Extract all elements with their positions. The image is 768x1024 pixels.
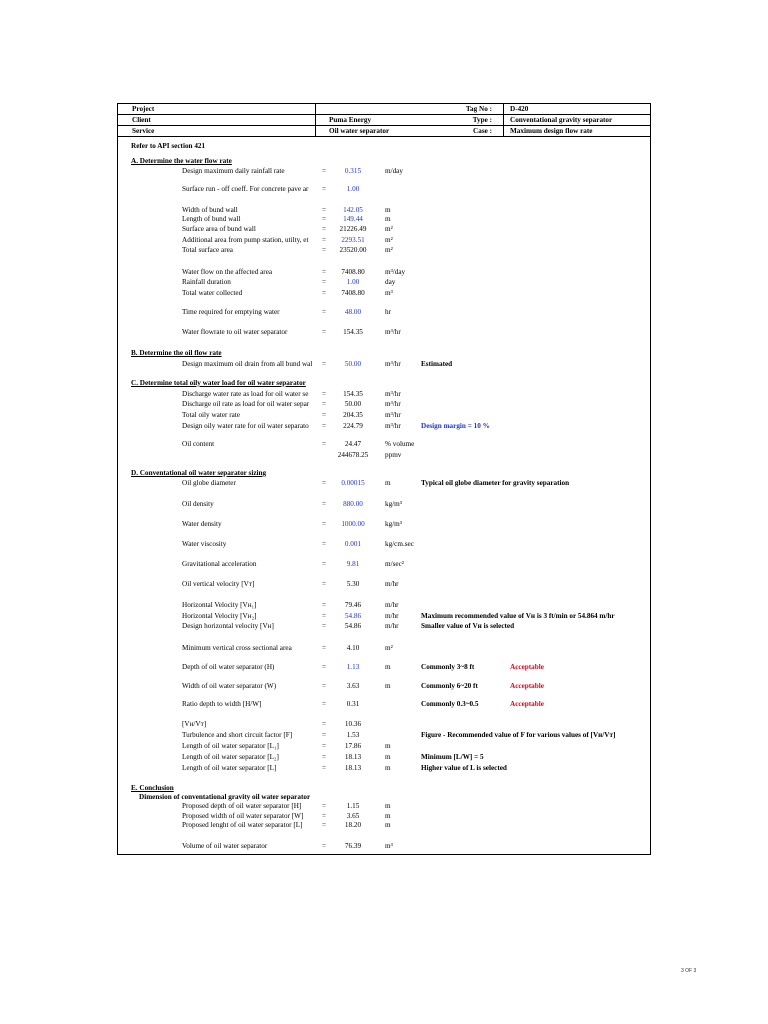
row-unit: m [385, 215, 391, 223]
row-label: Water viscosity [182, 540, 227, 548]
row-label: Design maximum daily rainfall rate [182, 167, 285, 175]
row-value: 7408.80 [341, 289, 365, 297]
equals-sign: = [321, 400, 327, 408]
row-value: 3.63 [346, 682, 360, 690]
row-label: Length of oil water separator [L₁] [182, 742, 279, 750]
equals-sign: = [321, 731, 327, 739]
equals-sign: = [321, 236, 327, 244]
row-value: 18.13 [344, 753, 362, 761]
status-badge: Acceptable [510, 700, 544, 708]
row-value: 79.46 [344, 601, 362, 609]
row-label: Length of oil water separator [L₂] [182, 753, 279, 761]
status-badge: Acceptable [510, 682, 544, 690]
row-label: Water flowrate to oil water separator [182, 328, 288, 336]
row-label: Surface area of bund wall [182, 225, 256, 233]
row-unit: m² [385, 225, 393, 233]
project-label: Project [132, 105, 155, 113]
equals-sign: = [321, 308, 327, 316]
type-value: Conventational gravity separator [510, 116, 613, 124]
row-label: Total surface area [182, 246, 233, 254]
row-unit: day [385, 278, 396, 286]
row-value: 1.53 [346, 731, 360, 739]
row-unit: m/day [385, 167, 403, 175]
type-label: Type : [472, 116, 492, 124]
equals-sign: = [321, 842, 327, 850]
client-label: Client [132, 116, 151, 124]
row-value: 4.10 [346, 644, 360, 652]
row-unit: m³/day [385, 268, 406, 276]
row-value: 1.15 [346, 802, 360, 810]
row-unit: m [385, 812, 391, 820]
case-label: Case : [473, 127, 492, 135]
case-value: Maximum design flow rate [510, 127, 593, 135]
equals-sign: = [321, 700, 327, 708]
row-label: Ratio depth to width [H/W] [182, 700, 262, 708]
row-label: Additional area from pump station, utilty, et [182, 236, 309, 244]
row-note: Typical oil globe diameter for gravity separation [421, 479, 570, 487]
row-value: 54.86 [344, 612, 362, 620]
row-unit: m [385, 764, 391, 772]
row-note: Higher value of L is selected [421, 764, 507, 772]
section-b-title: B. Determine the oil flow rate [131, 349, 222, 357]
equals-sign: = [321, 289, 327, 297]
row-unit: m [385, 753, 391, 761]
equals-sign: = [321, 612, 327, 620]
row-value: 76.39 [344, 842, 362, 850]
equals-sign: = [321, 440, 327, 448]
row-unit: kg/m³ [385, 520, 402, 528]
row-value: 1000.00 [341, 520, 365, 528]
row-label: Proposed depth of oil water separator [H] [182, 802, 302, 810]
row-label: [Vʜ/Vᴛ] [182, 720, 207, 728]
row-value: 142.05 [343, 206, 363, 214]
equals-sign: = [321, 360, 327, 368]
row-value: 17.86 [344, 742, 362, 750]
row-value: 24.47 [344, 440, 362, 448]
equals-sign: = [321, 644, 327, 652]
row-label: Oil density [182, 500, 214, 508]
row-value: 50.00 [344, 400, 362, 408]
row-label: Width of bund wall [182, 206, 238, 214]
equals-sign: = [321, 622, 327, 630]
row-unit: m [385, 821, 391, 829]
row-unit: ppmv [385, 451, 402, 459]
row-value: 154.35 [343, 390, 363, 398]
equals-sign: = [321, 802, 327, 810]
service-label: Service [132, 127, 155, 135]
row-unit: m³/hr [385, 400, 401, 408]
row-value: 0.315 [344, 167, 362, 175]
equals-sign: = [321, 185, 327, 193]
row-unit: m³ [385, 842, 393, 850]
row-value: 1.00 [346, 185, 360, 193]
row-note: Commonly 3~8 ft [421, 663, 475, 671]
row-label: Design oily water rate for oil water separato [182, 422, 309, 430]
row-unit: m [385, 206, 391, 214]
row-label: Discharge water rate as load for oil water se [182, 390, 309, 398]
row-value: 50.00 [344, 360, 362, 368]
row-label: Proposed lenght of oil water separator [L] [182, 821, 303, 829]
row-value: 0.31 [346, 700, 360, 708]
equals-sign: = [321, 500, 327, 508]
equals-sign: = [321, 246, 327, 254]
row-label: Gravitational acceleration [182, 560, 257, 568]
equals-sign: = [321, 390, 327, 398]
row-value: 149.44 [343, 215, 363, 223]
equals-sign: = [321, 560, 327, 568]
row-note: Estimated [421, 360, 453, 368]
row-note: Commonly 6~20 ft [421, 682, 478, 690]
row-unit: m [385, 479, 391, 487]
row-unit: m/hr [385, 601, 399, 609]
section-e-title: E. Conclusion [131, 784, 174, 792]
equals-sign: = [321, 268, 327, 276]
client-value: Puma Energy [329, 116, 372, 124]
row-value: 2293.51 [341, 236, 365, 244]
equals-sign: = [321, 422, 327, 430]
row-label: Minimum vertical cross sectional area [182, 644, 292, 652]
row-unit: m³/hr [385, 390, 401, 398]
row-label: Discharge oil rate as load for oil water separ [182, 400, 310, 408]
equals-sign: = [321, 215, 327, 223]
equals-sign: = [321, 225, 327, 233]
row-value: 3.65 [346, 812, 360, 820]
row-unit: m² [385, 236, 393, 244]
row-unit: m/sec² [385, 560, 404, 568]
row-unit: kg/cm.sec [385, 540, 414, 548]
row-unit: m³/hr [385, 411, 401, 419]
row-value: 54.86 [344, 622, 362, 630]
row-value: 204.35 [343, 411, 363, 419]
row-value: 7408.80 [341, 268, 365, 276]
row-label: Time required for emptying water [182, 308, 280, 316]
row-unit: m/hr [385, 612, 399, 620]
row-value: 23520.00 [339, 246, 367, 254]
row-unit: m/hr [385, 622, 399, 630]
section-d-title: D. Conventational oil water separator sizing [131, 469, 267, 477]
row-label: Design horizontal velocity [Vʜ] [182, 622, 274, 630]
row-note: Figure - Recommended value of F for various values of [Vʜ/Vᴛ] [421, 731, 616, 739]
row-label: Oil content [182, 440, 215, 448]
row-note: Smaller value of Vʜ is selected [421, 622, 515, 630]
row-label: Turbulence and short circuit factor [F] [182, 731, 293, 739]
row-unit: m² [385, 644, 393, 652]
row-label: Depth of oil water separator (H) [182, 663, 275, 671]
row-value: 18.13 [344, 764, 362, 772]
row-unit: m³/hr [385, 422, 401, 430]
page-number: 3 OF 3 [681, 968, 697, 974]
row-unit: m² [385, 246, 393, 254]
equals-sign: = [321, 278, 327, 286]
equals-sign: = [321, 663, 327, 671]
row-label: Width of oil water separator (W) [182, 682, 277, 690]
row-value: 48.00 [344, 308, 362, 316]
row-value: 880.00 [343, 500, 363, 508]
row-value: 224.79 [343, 422, 363, 430]
row-label: Length of bund wall [182, 215, 241, 223]
row-label: Total water collected [182, 289, 243, 297]
row-value: 9.81 [346, 560, 360, 568]
row-label: Horizontal Velocity [Vʜ₂] [182, 612, 257, 620]
row-unit: m³/hr [385, 328, 401, 336]
row-label: Length of oil water separator [L] [182, 764, 277, 772]
equals-sign: = [321, 206, 327, 214]
equals-sign: = [321, 479, 327, 487]
equals-sign: = [321, 167, 327, 175]
row-unit: m [385, 663, 391, 671]
row-value: 1.13 [346, 663, 360, 671]
row-label: Oil globe diameter [182, 479, 236, 487]
status-badge: Acceptable [510, 663, 544, 671]
header-table [117, 103, 651, 137]
row-unit: hr [385, 308, 391, 316]
row-unit: m [385, 682, 391, 690]
row-value: 0.001 [344, 540, 362, 548]
row-note: Minimum [L/W] = 5 [421, 753, 484, 761]
equals-sign: = [321, 580, 327, 588]
row-value: 0.00015 [341, 479, 365, 487]
equals-sign: = [321, 328, 327, 336]
row-label: Rainfall duration [182, 278, 231, 286]
row-value: 5.30 [346, 580, 360, 588]
api-reference: Refer to API section 421 [131, 142, 206, 150]
row-label: Total oily water rate [182, 411, 240, 419]
equals-sign: = [321, 812, 327, 820]
row-label: Water density [182, 520, 222, 528]
equals-sign: = [321, 601, 327, 609]
row-value: 10.36 [344, 720, 362, 728]
equals-sign: = [321, 821, 327, 829]
row-label: Water flow on the affected area [182, 268, 273, 276]
row-label: Oil vertical velocity [Vᴛ] [182, 580, 255, 588]
section-c-title: C. Determine total oily water load for oil water separator [131, 379, 306, 387]
row-unit: m³ [385, 289, 393, 297]
equals-sign: = [321, 540, 327, 548]
section-a-title: A. Determine the water flow rate [131, 157, 232, 165]
equals-sign: = [321, 742, 327, 750]
equals-sign: = [321, 682, 327, 690]
row-unit: m [385, 802, 391, 810]
section-e-subtitle: Dimension of conventational gravity oil water separator [139, 793, 311, 801]
equals-sign: = [321, 520, 327, 528]
row-note: Commonly 0.3~0.5 [421, 700, 479, 708]
tag-label: Tag No : [465, 105, 492, 113]
row-label: Volume of oil water separator [182, 842, 268, 850]
row-value: 154.35 [343, 328, 363, 336]
equals-sign: = [321, 753, 327, 761]
row-unit: m/hr [385, 580, 399, 588]
row-value: 18.20 [344, 821, 362, 829]
design-margin-note: Design margin = 10 % [421, 422, 490, 430]
row-unit: kg/m³ [385, 500, 402, 508]
row-note: Maximum recommended value of Vʜ is 3 ft/min or 54.864 m/hr [421, 612, 615, 620]
row-label: Proposed width of oil water separator [W] [182, 812, 304, 820]
row-label: Horizontal Velocity [Vʜ₁] [182, 601, 257, 609]
equals-sign: = [321, 720, 327, 728]
row-value: 21226.49 [339, 225, 367, 233]
row-unit: % volume [385, 440, 415, 448]
service-value: Oil water separator [329, 127, 390, 135]
equals-sign: = [321, 411, 327, 419]
row-unit: m [385, 742, 391, 750]
row-value: 244678.25 [337, 451, 369, 459]
tag-value: D-420 [510, 105, 529, 113]
equals-sign: = [321, 764, 327, 772]
row-value: 1.00 [346, 278, 360, 286]
row-label: Design maximum oil drain from all bund wal [182, 360, 313, 368]
row-label: Surface run - off coeff. For concrete pave ar [182, 185, 309, 193]
row-unit: m³/hr [385, 360, 401, 368]
